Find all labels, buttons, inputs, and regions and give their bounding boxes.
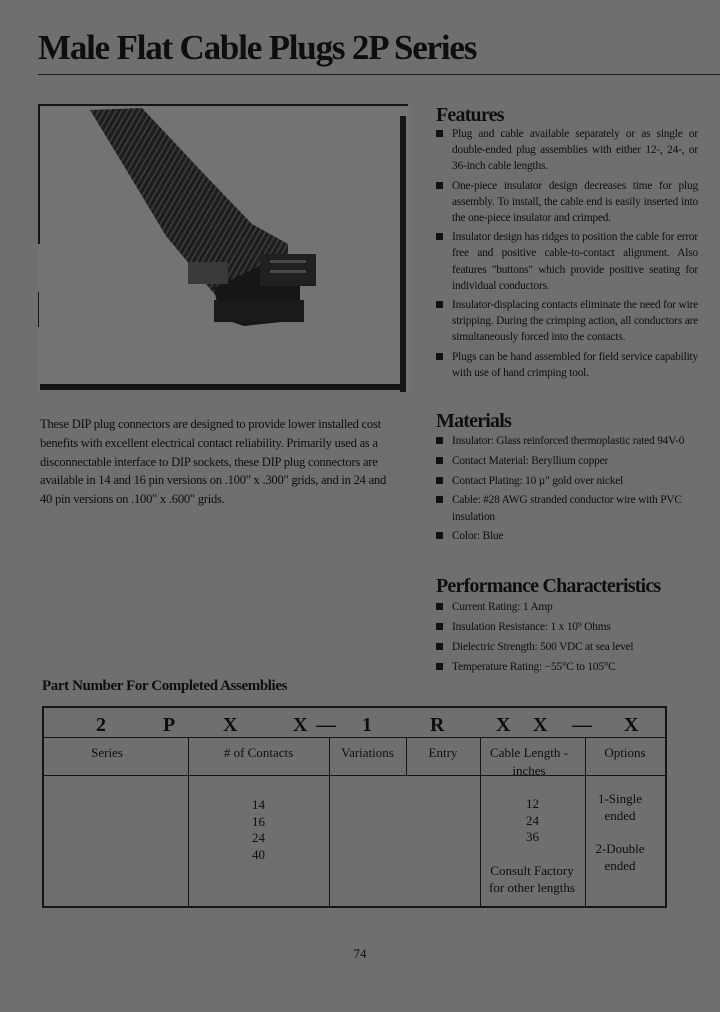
list-item: Current Rating: 1 Amp [436, 599, 700, 615]
page-title: Male Flat Cable Plugs 2P Series [38, 28, 477, 67]
table-border-top [42, 706, 667, 708]
column-header-options: Options [604, 745, 646, 760]
features-heading: Features [436, 104, 504, 126]
flat-cable-plug-illustration [38, 104, 412, 390]
code-char: 2 [96, 714, 106, 736]
code-char: X [624, 714, 639, 736]
table-divider [42, 737, 667, 738]
code-char: P [163, 714, 176, 736]
list-item: Insulator-displacing contacts eliminate the need for wire stripping. During the crimping action, all conductors are simultaneously forced into the contacts. [436, 297, 698, 346]
list-item: Cable: #28 AWG stranded conductor wire with PVC insulation [436, 492, 700, 524]
column-header-series: Series [91, 745, 123, 760]
code-char: — [316, 714, 336, 736]
performance-heading: Performance Characteristics [436, 575, 661, 597]
list-item: Contact Material: Beryllium copper [436, 453, 700, 469]
column-header-contacts: # of Contacts [223, 745, 294, 760]
table-divider [329, 737, 330, 907]
code-char: X [293, 714, 308, 736]
column-header-entry: Entry [428, 745, 458, 760]
table-border-bottom [42, 906, 667, 908]
product-photo [38, 104, 412, 390]
code-char: 1 [362, 714, 372, 736]
page-number: 74 [353, 946, 367, 961]
column-header-variations: Variations [341, 745, 394, 760]
list-item: Color: Blue [436, 528, 700, 544]
list-item: Contact Plating: 10 µ" gold over nickel [436, 473, 700, 489]
list-item: Temperature Rating: −55°C to 105°C [436, 659, 700, 675]
features-list [436, 126, 698, 384]
table-divider [585, 737, 586, 907]
code-char: X [533, 714, 548, 736]
part-number-table [42, 706, 667, 908]
contacts-values: 14 16 24 40 [252, 797, 265, 862]
product-description: These DIP plug connectors are designed to provide lower installed cost benefits with excellent electrical contact reliability. Primarily used as a disconnectable interface to DIP sockets, these DIP plug connectors are available in 14 and 16 pin versions on .100" x .300" grids, and in 24 and 40 pin versions on .100" x .600" grids. [40, 417, 387, 507]
part-number-heading: Part Number For Completed Assemblies [42, 678, 288, 694]
code-char: — [572, 714, 592, 736]
materials-heading: Materials [436, 410, 511, 432]
code-char: X [223, 714, 238, 736]
list-item: One-piece insulator design decreases time for plug assembly. To install, the cable end is easily inserted into the one-piece insulator and crimped. [436, 178, 698, 227]
title-rule [38, 74, 720, 75]
list-item: Plug and cable available separately or as single or double-ended plug assemblies with either 12-, 24-, or 36-inch cable lengths. [436, 126, 698, 175]
option-double: 2-Double ended [595, 841, 645, 873]
cable-length-values: 12 24 36 [526, 796, 539, 844]
list-item: Plugs can be hand assembled for field service capability with use of hand crimping tool. [436, 349, 698, 381]
list-item: Dielectric Strength: 500 VDC at sea level [436, 639, 700, 655]
list-item: Insulation Resistance: 1 x 10⁹ Ohms [436, 619, 700, 635]
table-divider [42, 775, 667, 776]
list-item: Insulator: Glass reinforced thermoplastic rated 94V-0 [436, 433, 700, 449]
materials-list [436, 433, 700, 548]
option-single: 1-Single ended [597, 791, 643, 823]
performance-list [436, 599, 700, 679]
code-char: X [496, 714, 511, 736]
cable-length-note: Consult Factory for other lengths [489, 863, 575, 895]
list-item: Insulator design has ridges to position the cable for error free and positive cable-to-contact alignment. Also features "buttons" which provide positive seating for individual conductors. [436, 229, 698, 294]
code-char: R [430, 714, 445, 736]
column-header-cable-length: Cable Length - inches [490, 745, 568, 778]
